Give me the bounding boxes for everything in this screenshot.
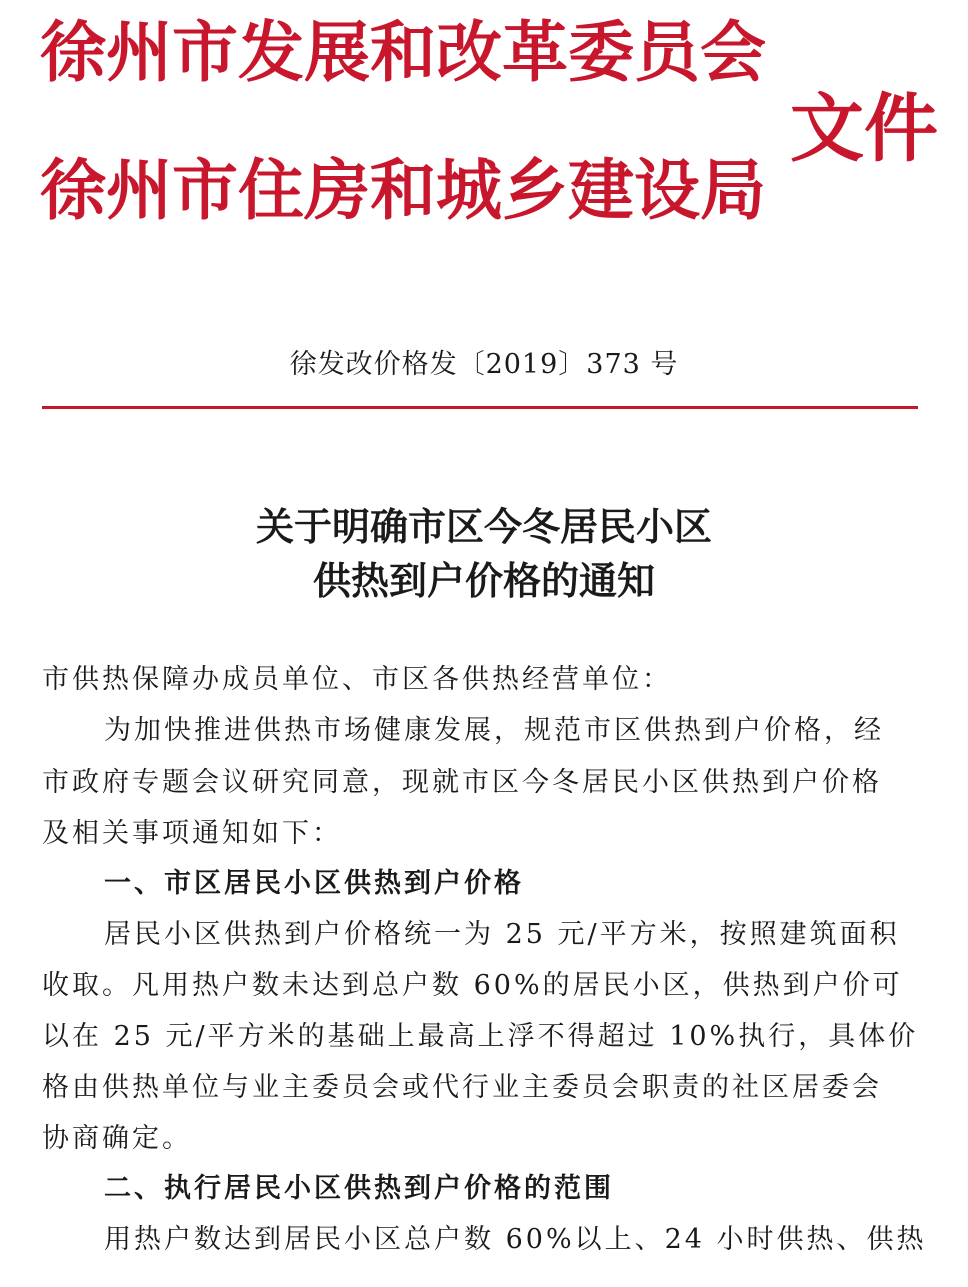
paragraph-line: 收取。凡用热户数未达到总户数 60%的居民小区，供热到户价可 [42,970,903,1001]
paragraph-line: 用热户数达到居民小区总户数 60%以上、24 小时供热、供热 [104,1224,927,1255]
document-label: 文件 [790,86,938,172]
paragraph-line: 及相关事项通知如下： [42,818,342,849]
header-divider [42,406,918,409]
salutation: 市供热保障办成员单位、市区各供热经营单位： [42,664,672,695]
section-heading: 一、市区居民小区供热到户价格 [104,868,524,899]
issuing-agency-2: 徐州市住房和城乡建设局 [40,152,766,229]
document-title-line-2: 供热到户价格的通知 [312,558,655,603]
document-number: 徐发改价格发〔2019〕373 号 [289,349,679,380]
issuing-agency-1: 徐州市发展和改革委员会 [40,14,766,91]
document-title-line-1: 关于明确市区今冬居民小区 [255,504,712,549]
paragraph-line: 为加快推进供热市场健康发展，规范市区供热到户价格，经 [104,715,884,746]
paragraph-line: 居民小区供热到户价格统一为 25 元/平方米，按照建筑面积 [104,919,900,950]
paragraph-line: 市政府专题会议研究同意，现就市区今冬居民小区供热到户价格 [42,767,882,798]
section-heading: 二、执行居民小区供热到户价格的范围 [104,1173,614,1204]
paragraph-line: 以在 25 元/平方米的基础上最高上浮不得超过 10%执行，具体价 [42,1021,919,1052]
paragraph-line: 格由供热单位与业主委员会或代行业主委员会职责的社区居委会 [42,1072,882,1103]
paragraph-line: 协商确定。 [42,1123,192,1154]
